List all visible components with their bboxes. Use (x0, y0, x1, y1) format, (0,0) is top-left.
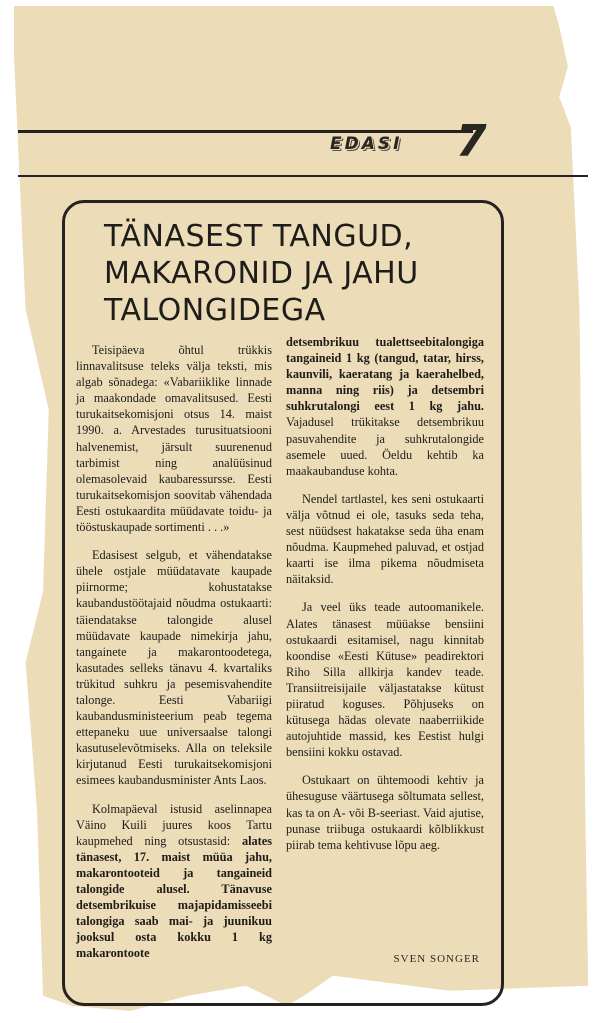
masthead-rule-top (18, 130, 473, 133)
author-byline: SVEN SONGER (393, 953, 480, 965)
masthead-rule-bottom (18, 175, 588, 177)
headline-line-1: TÄNASEST TANGUD, (104, 219, 414, 254)
page-number: 7 (456, 116, 487, 167)
paragraph-bold-text: detsembrikuu tualettseebitalongiga tangaineid 1 kg (tangud, tatar, hirss, kaunvili, kaeratang ja kaerahelbed, manna ning riis) ja detsembri suhkrutalongi eest 1 kg jahu. (286, 335, 484, 414)
paragraph (76, 801, 272, 962)
paragraph-bold-text: alates tänasest, 17. maist müüa jahu, makarontooteid ja tangaineid talongide alusel. Tänavuse detsembrikuise majapidamisseebi talongiga saab mai- ja juunikuu jooksul osta kokku 1 kg makarontoote (76, 833, 272, 961)
headline-line-2: MAKARONID JA JAHU (104, 256, 419, 291)
masthead-name: EDASI (330, 134, 403, 154)
paragraph: Ja veel üks teade autoomanikele. Alates tänasest müüakse bensiini ostukaardi esitamisel, nagu kinnitab koondise «Eesti Kütuse» peadirektori Riho Silla allkirja kandev teade. Transiitreisijaile väljastatakse kütust piiratud koguses. Põhjuseks on kütusega hädas olevate naaberriikide autojuhtide massid, kes Eestist hulgi bensiini kokku ostavad. (286, 600, 484, 760)
paragraph (286, 334, 484, 479)
article-column-left (76, 342, 272, 982)
paragraph: Teisipäeva õhtul trükkis linnavalitsuse teleks välja teksti, mis algab sõnadega: «Vabariiklike linnade ja maakondade omavalitsused. Eesti turukaitsekomisjoni otsus 14. maist 1990. a. Arvestades turusituatsiooni halvenemist, järsult suurenenud tarbimist ning analüüsinud olemasolevaid kaubaressursse. Eesti turukaitsekomisjon soovitab vähendada Eesti ostukaardita müüdavate toidu- ja tööstuskaupade sortimenti . . .» (76, 343, 272, 535)
paragraph: Edasisest selgub, et vähendatakse ühele ostjale müüdatavate kaupade piirnorme; kohustatakse kaubandustöötajaid nõudma ostukaarti: täiendatakse talongide alusel müüdavate kaupade nimekirja jahu, tangainete ja makarontoodetega, kasutades selleks tänavu 4. kvartaliks trükitud suhkru ja pesemisvahendite talonge. Eesti Vabariigi kaubandusministeerium peab tegema ettepaneku uue universaalse talongi kasutuselevõtmiseks. Alla on teleksile kirjutanud Eesti turukaitsekomisjoni esimees kaubandusminister Ants Laos. (76, 548, 272, 788)
headline-line-3: TALONGIDEGA (104, 293, 326, 328)
paragraph-text: Vajadusel trükitakse detsembrikuu pasuvahendite ja suhkrutalongide asemele uued. Öeldu kehtib ka maakaubanduse kohta. (286, 415, 484, 478)
headline (104, 218, 464, 333)
paragraph-text: Kolmapäeval istusid aselinnapea Väino Kuili juures koos Tartu kaupmehed ning otsustasid: (76, 801, 272, 848)
article-column-right (286, 334, 484, 954)
paragraph: Nendel tartlastel, kes seni ostukaarti välja võtnud ei ole, tasuks seda teha, sest nüüdsest hakatakse seda üha enam nõudma. Kaupmehed paluvad, et ostjad kaarti ise ilma pikema nõudmiseta näitaksid. (286, 491, 484, 587)
paragraph: Ostukaart on ühtemoodi kehtiv ja ühesuguse väärtusega sõltumata sellest, kas ta on A- või B-seeriast. Vaid ajutise, punase triibuga ostukaardi kõlblikkust piirab tema kehtivuse lõpu aeg. (286, 773, 484, 852)
